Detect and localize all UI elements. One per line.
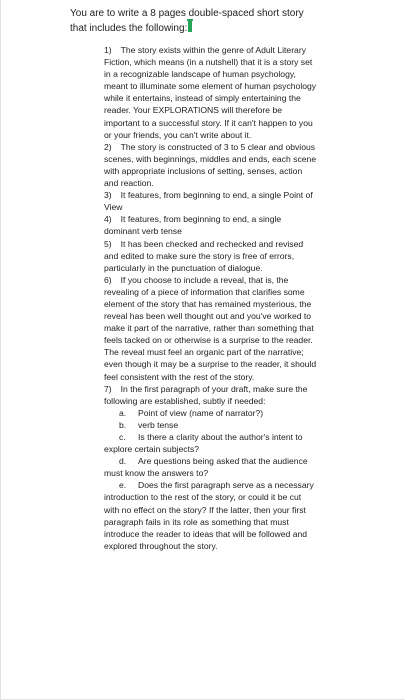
requirement-item (104, 141, 318, 189)
intro-line-2: that includes the following: (70, 23, 188, 34)
requirement-number: 1) (104, 45, 112, 55)
requirement-number: 6) (104, 274, 112, 285)
sub-requirement-letter: c. (119, 432, 126, 442)
requirement-item (104, 44, 318, 141)
sub-requirement-item (104, 419, 318, 431)
requirement-text: The story is constructed of 3 to 5 clear and obvious scenes, with beginnings, middles and ends, each scene with appropriate inclusions of setting, senses, action and reaction. (104, 141, 317, 189)
sub-requirement-item (104, 431, 318, 455)
text-cursor-icon (188, 21, 192, 32)
requirement-number: 3) (104, 190, 112, 201)
sub-requirement-text: Point of view (name of narrator?) (138, 407, 264, 418)
requirement-number: 5) (104, 238, 112, 249)
requirement-number: 7) (104, 383, 112, 394)
requirement-text: If you choose to include a reveal, that is, the revealing of a piece of information that clarifies some element of the story that has remained mysterious, the reveal has been well thought out and you've worked to make it part of the narrative, rather than something that feels tacked on or otherwise is a surprise to the reader. The reveal must feel an organic part of the narrative; even though it may be a surprise to the reader, it should feel consistent with the rest of the story. (104, 274, 317, 382)
intro-line-1: You are to write a 8 pages double-spaced short story (70, 8, 304, 19)
requirement-number: 4) (104, 214, 112, 225)
sub-requirement-letter: e. (119, 480, 127, 491)
requirement-text: It has been checked and rechecked and revised and edited to make sure the story is free of errors, particularly in the punctuation of dialogue. (104, 238, 304, 273)
requirement-number: 2) (104, 141, 112, 152)
sub-requirement-letter: d. (119, 456, 127, 467)
sub-requirement-item (104, 455, 318, 479)
sub-requirement-text: Are questions being asked that the audience must know the answers to? (104, 456, 308, 479)
requirement-item (104, 213, 318, 237)
requirement-item (104, 238, 318, 274)
requirement-text: In the first paragraph of your draft, make sure the following are established, subtly if needed: (104, 383, 308, 406)
sub-requirement-text: Does the first paragraph serve as a necessary introduction to the rest of the story, or could it be cut with no effect on the story? If the latter, then your first paragraph fails in its role as something that must introduce the reader to ideas that will be followed and explored throughout the story. (104, 480, 314, 551)
sub-requirement-letter: a. (119, 407, 127, 418)
requirement-item (104, 274, 318, 383)
requirement-text: The story exists within the genre of Adult Literary Fiction, which means (in a nutshell) that it is a story set in a recognizable landscape of human psychology, meant to illuminate some element of human psychology while it entertains, instead of simply entertaining the reader. Your EXPLORATIONS will therefore be important to a successful story. If it can't happen to you or your friends, you can't write about it. (104, 45, 317, 140)
requirement-item (104, 383, 318, 407)
requirement-item (104, 189, 318, 213)
assignment-intro (70, 7, 400, 36)
sub-requirement-letter: b. (119, 419, 127, 430)
sub-requirement-item (104, 479, 318, 552)
sub-requirement-item (104, 407, 318, 419)
requirement-text: It features, from beginning to end, a single Point of View (104, 190, 313, 213)
requirement-text: It features, from beginning to end, a single dominant verb tense (104, 214, 282, 237)
sub-requirement-text: verb tense (138, 419, 179, 430)
requirements-list (104, 44, 318, 552)
sub-requirement-text: Is there a clarity about the author's intent to explore certain subjects? (104, 432, 303, 455)
